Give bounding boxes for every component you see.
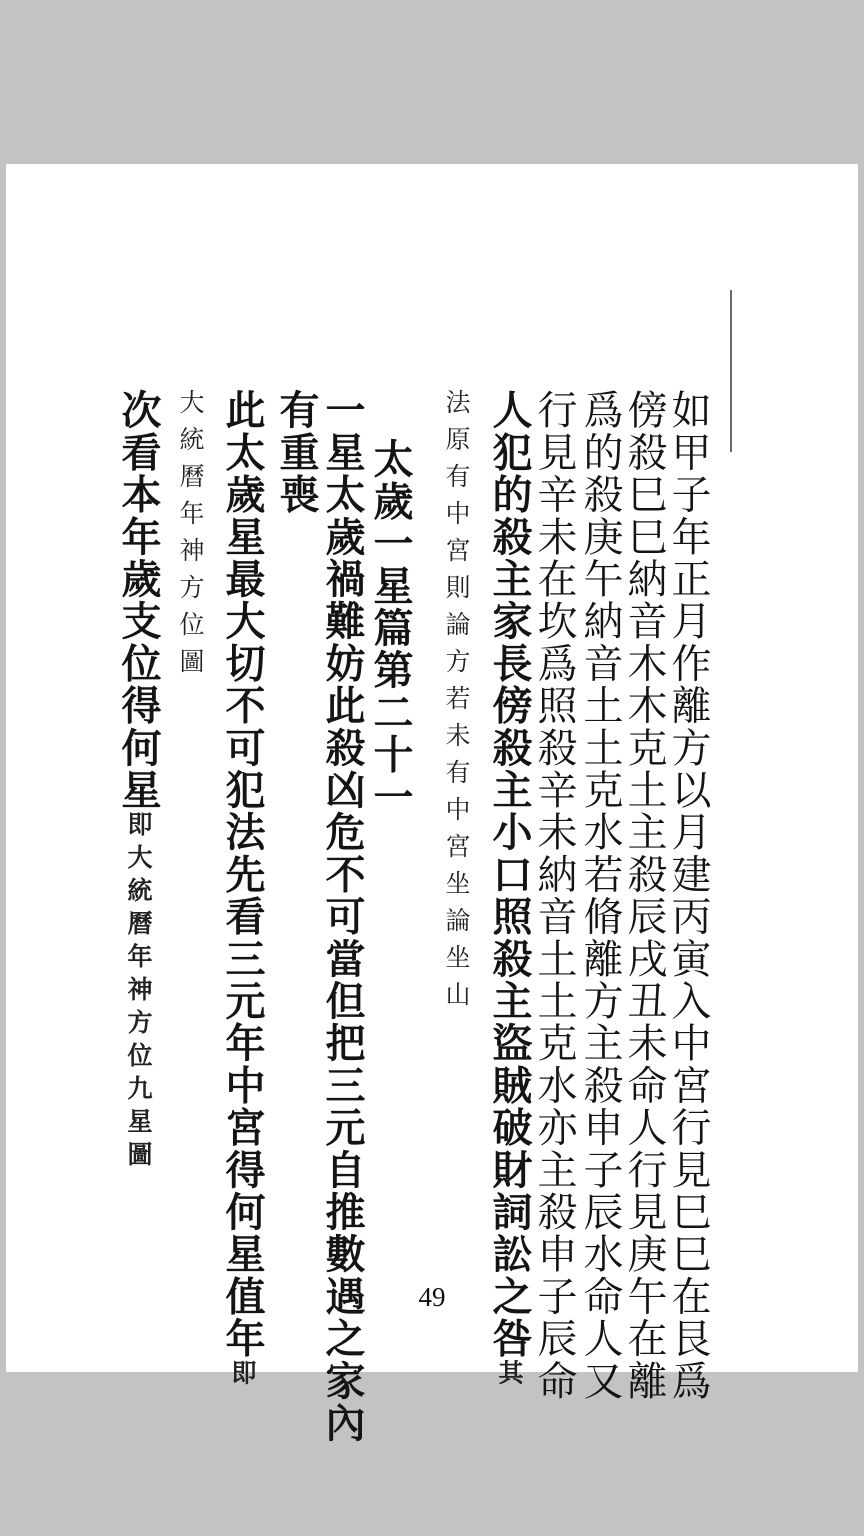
column-note: 即: [228, 1359, 257, 1393]
section-title-text: 太歲一星篇第二十一: [367, 438, 414, 818]
column-text: 有重喪: [273, 389, 320, 516]
margin-rule: [730, 290, 732, 452]
text-column-4: [531, 389, 577, 1402]
column-text: 行見辛未在坎爲照殺辛未納音土土克水亦主殺申子辰命: [531, 389, 577, 1402]
section-title: [367, 438, 414, 818]
text-column-3: [577, 389, 623, 1402]
column-text: 爲的殺庚午納音土土克水若脩離方主殺申子辰水命人又: [577, 389, 623, 1402]
column-text: 一星太歲禍難妨此殺凶危不可當但把三元自推數遇之家內: [319, 389, 366, 1444]
column-text: 法原有中宮則論方若未有中宮坐論坐山: [442, 389, 471, 1018]
page-number: 49: [418, 1282, 446, 1312]
text-column-10: [219, 389, 266, 1393]
text-column-9: [273, 389, 320, 516]
column-note: 即大統曆年神方位九星圖: [124, 811, 153, 1174]
text-column-6: [444, 389, 469, 1018]
scanned-page: [6, 164, 858, 1444]
text-column-2: [621, 389, 667, 1402]
text-column-12: [115, 389, 162, 1174]
column-text: 人犯的殺主家長傍殺主小口照殺主盜賊破財詞訟之咎: [486, 389, 533, 1360]
text-column-11: [178, 389, 203, 685]
column-text: 大統曆年神方位圖: [176, 389, 205, 685]
column-text: 此太歲星最大切不可犯法先看三元年中宮得何星值年: [219, 389, 266, 1360]
column-note: 其: [495, 1359, 524, 1393]
column-text: 傍殺巳巳納音木木克土主殺辰戌丑未命人行見庚午在離: [621, 389, 667, 1402]
text-column-5: [486, 389, 533, 1393]
text-column-1: [665, 389, 711, 1402]
column-text: 如甲子年正月作離方以月建丙寅入中宮行見巳巳在艮爲: [665, 389, 711, 1402]
column-text: 次看本年歲支位得何星: [115, 389, 162, 811]
